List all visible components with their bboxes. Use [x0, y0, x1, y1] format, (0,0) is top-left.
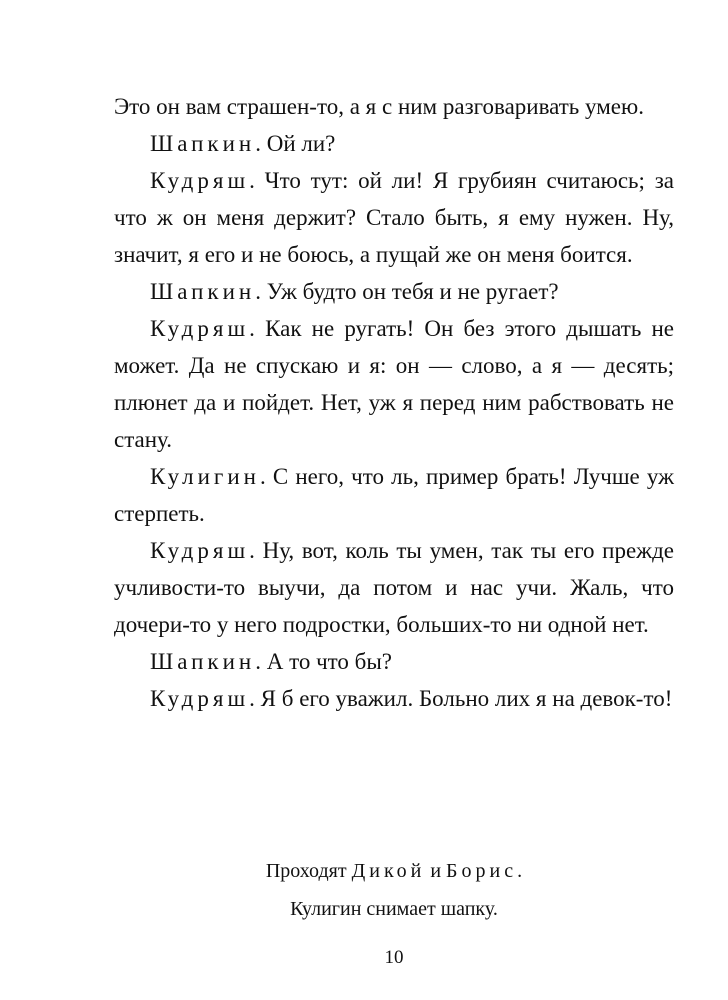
paragraph-3 — [114, 273, 674, 310]
paragraph-4 — [114, 310, 674, 458]
stage-suffix: . — [517, 860, 523, 882]
paragraph-1 — [114, 125, 674, 162]
paragraph-2-text: Что тут: ой ли! Я грубиян считаюсь; за что ж он меня держит? Стало быть, я ему нужен. Ну, значит, я его и не боюсь, а пущай же он меня боится. — [114, 168, 674, 267]
paragraph-8 — [114, 680, 674, 717]
paragraph-7 — [114, 643, 674, 680]
paragraph-4-text: Как не ругать! Он без этого дышать не может. Да не спускаю и я: он — слово, а я — десять; плюнет да и пойдет. Нет, уж я перед ним рабствовать не стану. — [114, 316, 674, 452]
stage-name-boris: Борис — [446, 860, 518, 882]
speaker-dot: . — [249, 686, 255, 711]
speaker-name: Шапкин — [150, 279, 256, 304]
paragraph-5-text: С него, что ль, пример брать! Лучше уж стерпеть. — [114, 464, 674, 526]
paragraph-3-text: Уж будто он тебя и не ругает? — [260, 279, 559, 304]
stage-direction-line-2: Кулигин снимает шапку. — [290, 898, 498, 920]
paragraph-2 — [114, 162, 674, 273]
paragraph-5 — [114, 458, 674, 532]
speaker-name: Шапкин — [150, 131, 256, 156]
speaker-dot: . — [259, 464, 266, 489]
dialogue-text — [114, 88, 674, 717]
paragraph-7-text: А то что бы? — [260, 649, 393, 674]
paragraph-8-text: Я б его уважил. Больно лих я на девок-то! — [254, 686, 673, 711]
stage-prefix: Проходят — [265, 860, 352, 882]
paragraph-1-text: Ой ли? — [260, 131, 336, 156]
speaker-name: Шапкин — [150, 649, 256, 674]
speaker-dot: . — [255, 649, 261, 674]
speaker-name: Кулигин — [150, 464, 260, 489]
speaker-dot: . — [249, 538, 255, 563]
speaker-name: Кудряш — [150, 316, 250, 341]
paragraph-0 — [114, 88, 674, 125]
speaker-dot: . — [249, 168, 255, 193]
page-number: 10 — [384, 947, 404, 968]
stage-conj: и — [425, 860, 447, 882]
paragraph-0-text: Это он вам страшен-то, а я с ним разговаривать умею. — [114, 94, 644, 119]
speaker-name: Кудряш — [150, 686, 250, 711]
paragraph-6-text: Ну, вот, коль ты умен, так ты его прежде учливости-то выучи, да потом и нас учи. Жаль, что дочери-то у него подростки, больших-то ни одной нет. — [114, 538, 674, 637]
speaker-name: Кудряш — [150, 168, 250, 193]
stage-name-dikoy: Дикой — [351, 860, 426, 882]
speaker-name: Кудряш — [150, 538, 250, 563]
speaker-dot: . — [255, 131, 261, 156]
speaker-dot: . — [249, 316, 255, 341]
paragraph-6 — [114, 532, 674, 643]
stage-direction-line-1 — [114, 856, 674, 886]
speaker-dot: . — [255, 279, 261, 304]
